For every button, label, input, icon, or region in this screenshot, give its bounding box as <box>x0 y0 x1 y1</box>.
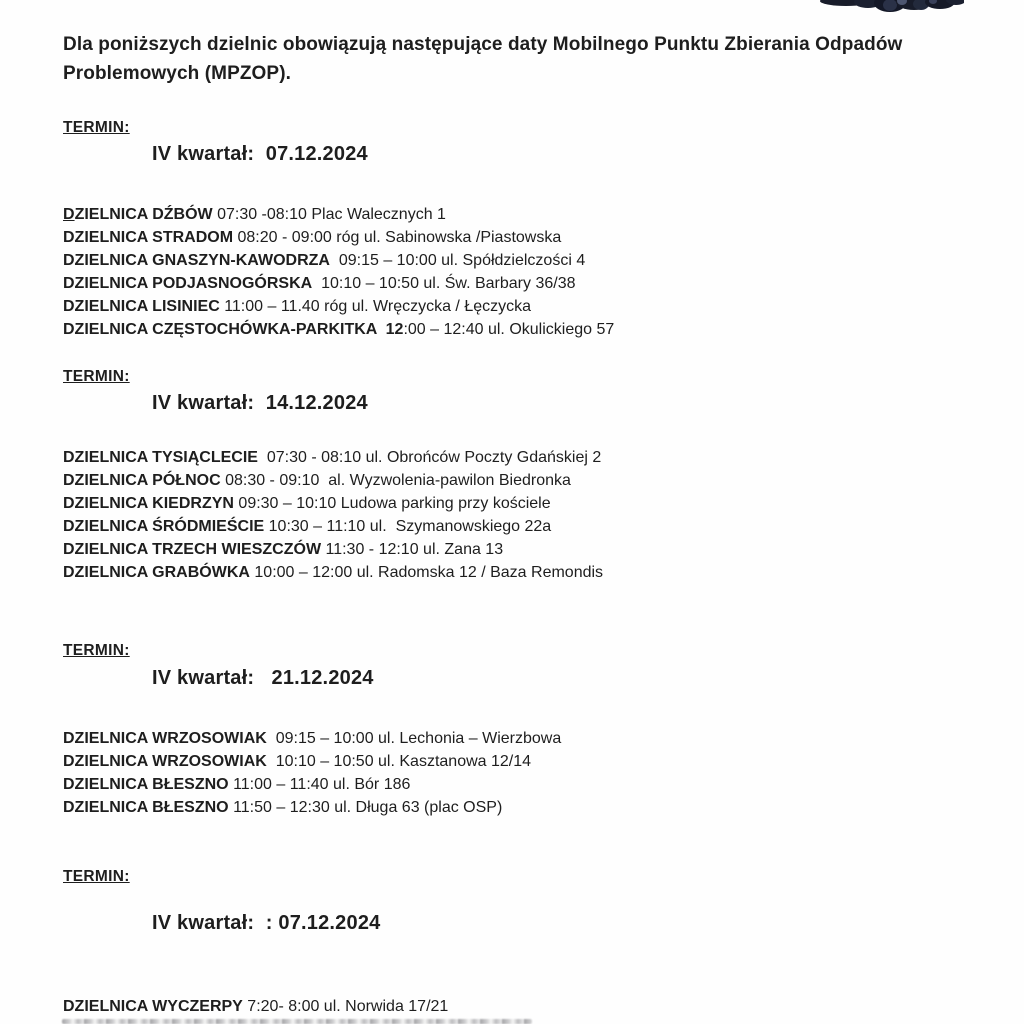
schedule-entry <box>63 995 763 1018</box>
schedule-entry <box>63 446 763 469</box>
schedule-entry <box>63 515 763 538</box>
entry-details: 09:30 – 10:10 Ludowa parking przy kościele <box>233 495 551 512</box>
entry-details: 10:00 – 12:00 ul. Radomska 12 / Baza Remondis <box>249 564 604 581</box>
district-name: DZIELNICA WRZOSOWIAK <box>63 730 267 747</box>
termin-label-3: TERMIN: <box>63 642 130 659</box>
district-name: DZIELNICA GNASZYN-KAWODRZA <box>63 252 330 269</box>
schedule-list-4 <box>63 995 763 1018</box>
truck-photo-icon <box>818 0 964 18</box>
intro-text: Dla poniższych dzielnic obowiązują następujące daty Mobilnego Punktu Zbierania Odpadów Problemowych (MPZOP). <box>63 34 903 84</box>
schedule-entry <box>63 469 763 492</box>
entry-details: 09:15 – 10:00 ul. Spółdzielczości 4 <box>329 252 586 269</box>
schedule-entry <box>63 727 763 750</box>
schedule-entry <box>63 318 763 341</box>
district-name: DZIELNICA ŚRÓDMIEŚCIE <box>63 518 265 535</box>
district-name: DZIELNICA KIEDRZYN <box>63 495 234 512</box>
district-name: DZIELNICA BŁESZNO <box>63 776 229 793</box>
district-name: DZIELNICA DŹBÓW <box>63 206 213 223</box>
quarter-date-2: IV kwartał: 14.12.2024 <box>152 392 368 414</box>
quarter-date-4: IV kwartał: : 07.12.2024 <box>152 912 381 934</box>
schedule-entry <box>63 561 763 584</box>
termin-label-2: TERMIN: <box>63 368 130 385</box>
entry-details: 11:00 – 11.40 róg ul. Wręczycka / Łęczycka <box>219 298 532 315</box>
entry-details: 10:10 – 10:50 ul. Św. Barbary 36/38 <box>312 275 576 292</box>
schedule-entry <box>63 226 763 249</box>
entry-details: 7:20- 8:00 ul. Norwida 17/21 <box>242 998 449 1015</box>
entry-details: 11:30 - 12:10 ul. Zana 13 <box>321 541 504 558</box>
district-name: DZIELNICA WRZOSOWIAK <box>63 753 267 770</box>
entry-details: 08:30 - 09:10 al. Wyzwolenia-pawilon Biedronka <box>220 472 571 489</box>
schedule-entry <box>63 796 763 819</box>
schedule-list-3 <box>63 727 763 819</box>
entry-details: 07:30 -08:10 Plac Walecznych 1 <box>212 206 446 223</box>
entry-details: 10:30 – 11:10 ul. Szymanowskiego 22a <box>264 518 552 535</box>
entry-details: 08:20 - 09:00 róg ul. Sabinowska /Piastowska <box>233 229 562 246</box>
cutoff-text-fragment <box>62 1019 532 1024</box>
entry-details: 09:15 – 10:00 ul. Lechonia – Wierzbowa <box>266 730 562 747</box>
schedule-entry <box>63 249 763 272</box>
entry-details: :00 – 12:40 ul. Okulickiego 57 <box>403 321 615 338</box>
schedule-entry <box>63 538 763 561</box>
district-name: DZIELNICA PODJASNOGÓRSKA <box>63 275 313 292</box>
entry-details: 11:00 – 11:40 ul. Bór 186 <box>228 776 411 793</box>
schedule-entry <box>63 272 763 295</box>
schedule-entry <box>63 750 763 773</box>
entry-details: 07:30 - 08:10 ul. Obrońców Poczty Gdańskiej 2 <box>257 449 602 466</box>
district-name: DZIELNICA BŁESZNO <box>63 799 229 816</box>
district-name: DZIELNICA TYSIĄCLECIE <box>63 449 258 466</box>
entry-details: 11:50 – 12:30 ul. Długa 63 (plac OSP) <box>228 799 503 816</box>
schedule-entry <box>63 295 763 318</box>
truck-icon <box>818 0 964 18</box>
entry-details: 10:10 – 10:50 ul. Kasztanowa 12/14 <box>266 753 532 770</box>
schedule-entry <box>63 492 763 515</box>
quarter-date-3: IV kwartał: 21.12.2024 <box>152 667 374 689</box>
district-name: DZIELNICA WYCZERPY <box>63 998 243 1015</box>
district-name: DZIELNICA PÓŁNOC <box>63 472 221 489</box>
schedule-entry <box>63 773 763 796</box>
quarter-date-1: IV kwartał: 07.12.2024 <box>152 143 368 165</box>
termin-label-1: TERMIN: <box>63 119 130 136</box>
schedule-entry <box>63 203 763 226</box>
district-name: DZIELNICA TRZECH WIESZCZÓW <box>63 541 322 558</box>
district-name: DZIELNICA GRABÓWKA <box>63 564 250 581</box>
termin-label-4: TERMIN: <box>63 868 130 885</box>
schedule-list-2 <box>63 446 763 584</box>
district-name: DZIELNICA STRADOM <box>63 229 234 246</box>
schedule-list-1 <box>63 203 763 341</box>
district-name: DZIELNICA LISINIEC <box>63 298 220 315</box>
district-name: DZIELNICA CZĘSTOCHÓWKA-PARKITKA 12 <box>63 321 404 338</box>
